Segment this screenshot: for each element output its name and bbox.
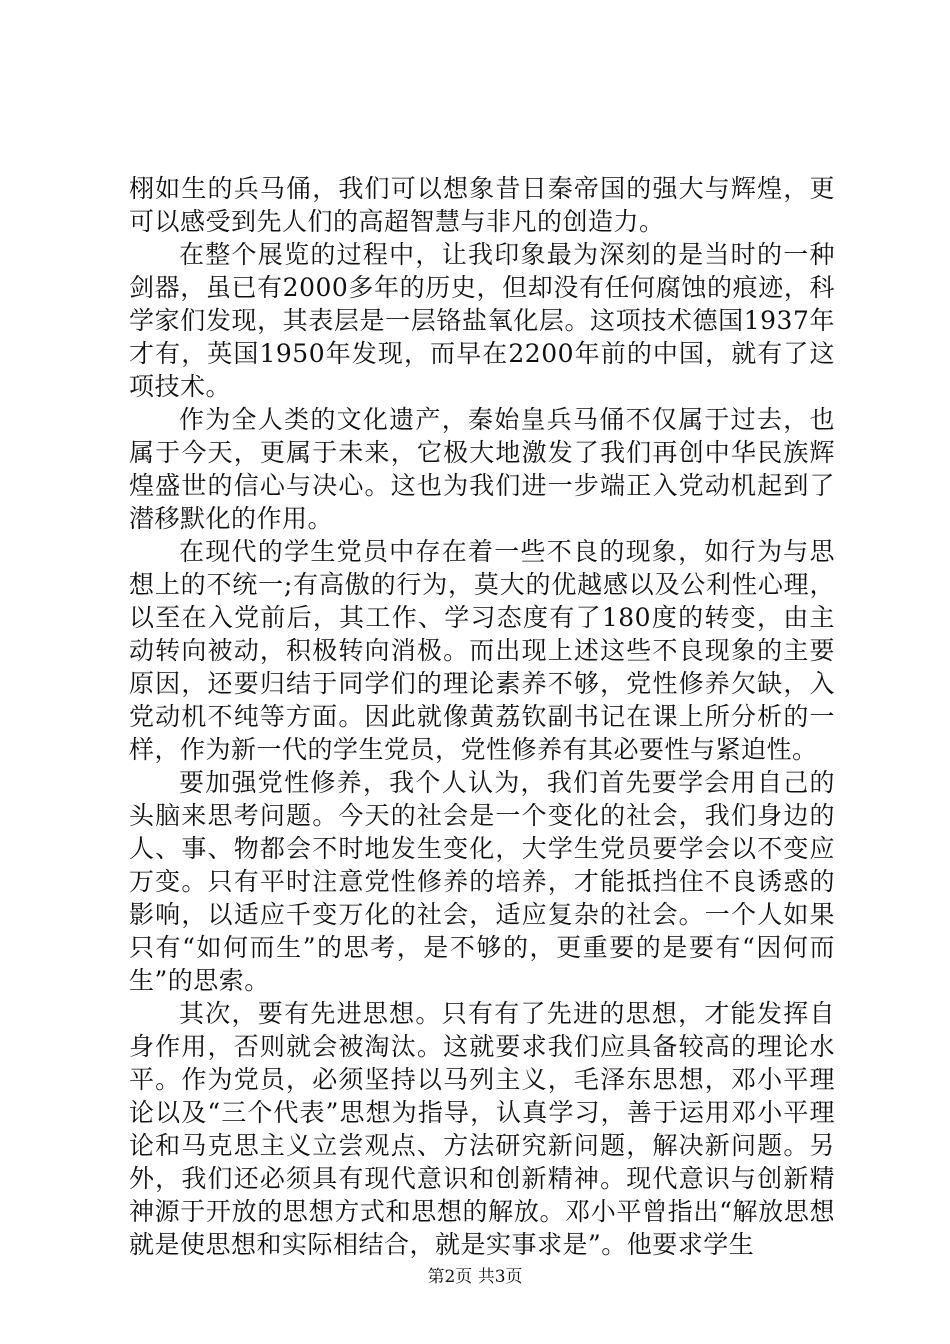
paragraph-continuation: 栩如生的兵马俑，我们可以想象昔日秦帝国的强大与辉煌，更可以感受到先人们的高超智慧与非凡的创造力。 [129, 174, 835, 236]
paragraph-student-members-issues: 在现代的学生党员中存在着一些不良的现象，如行为与思想上的不统一;有高傲的行为，莫大的优越感以及公利性心理，以至在入党前后，其工作、学习态度有了180度的转变，由主动转向被动，积极转向消极。而出现上述这些不良现象的主要原因，还要归结于同学们的理论素养不够，党性修养欠缺，入党动机不纯等方面。因此就像黄荔钦副书记在课上所分析的一样，作为新一代的学生党员，党性修养有其必要性与紧迫性。 [129, 537, 835, 764]
paragraph-cultural-heritage: 作为全人类的文化遗产，秦始皇兵马俑不仅属于过去，也属于今天，更属于未来，它极大地激发了我们再创中华民族辉煌盛世的信心与决心。这也为我们进一步端正入党动机起到了潜移默化的作用。 [129, 405, 835, 533]
paragraph-advanced-thought: 其次，要有先进思想。只有有了先进的思想，才能发挥自身作用，否则就会被淘汰。这就要求我们应具备较高的理论水平。作为党员，必须坚持以马列主义，毛泽东思想，邓小平理论以及“三个代表”思想为指导，认真学习，善于运用邓小平理论和马克思主义立尝观点、方法研究新问题，解决新问题。另外，我们还必须具有现代意识和创新精神。现代意识与创新精神源于开放的思想方式和思想的解放。邓小平曾指出“解放思想就是使思想和实际相结合，就是实事求是”。他要求学生 [129, 999, 835, 1259]
paragraph-independent-thinking: 要加强党性修养，我个人认为，我们首先要学会用自己的头脑来思考问题。今天的社会是一个变化的社会，我们身边的人、事、物都会不时地发生变化，大学生党员要学会以不变应万变。只有平时注意党性修养的培养，才能抵挡住不良诱惑的影响，以适应千变万化的社会，适应复杂的社会。一个人如果只有“如何而生”的思考，是不够的，更重要的是要有“因何而生”的思索。 [129, 768, 835, 995]
paragraph-sword-technology: 在整个展览的过程中，让我印象最为深刻的是当时的一种剑器，虽已有2000多年的历史，但却没有任何腐蚀的痕迹，科学家们发现，其表层是一层铬盐氧化层。这项技术德国1937年才有，英国1950年发现，而早在2200年前的中国，就有了这项技术。 [129, 240, 835, 401]
body-text [129, 172, 835, 1261]
page-number-footer: 第2页 共3页 [427, 1267, 523, 1287]
